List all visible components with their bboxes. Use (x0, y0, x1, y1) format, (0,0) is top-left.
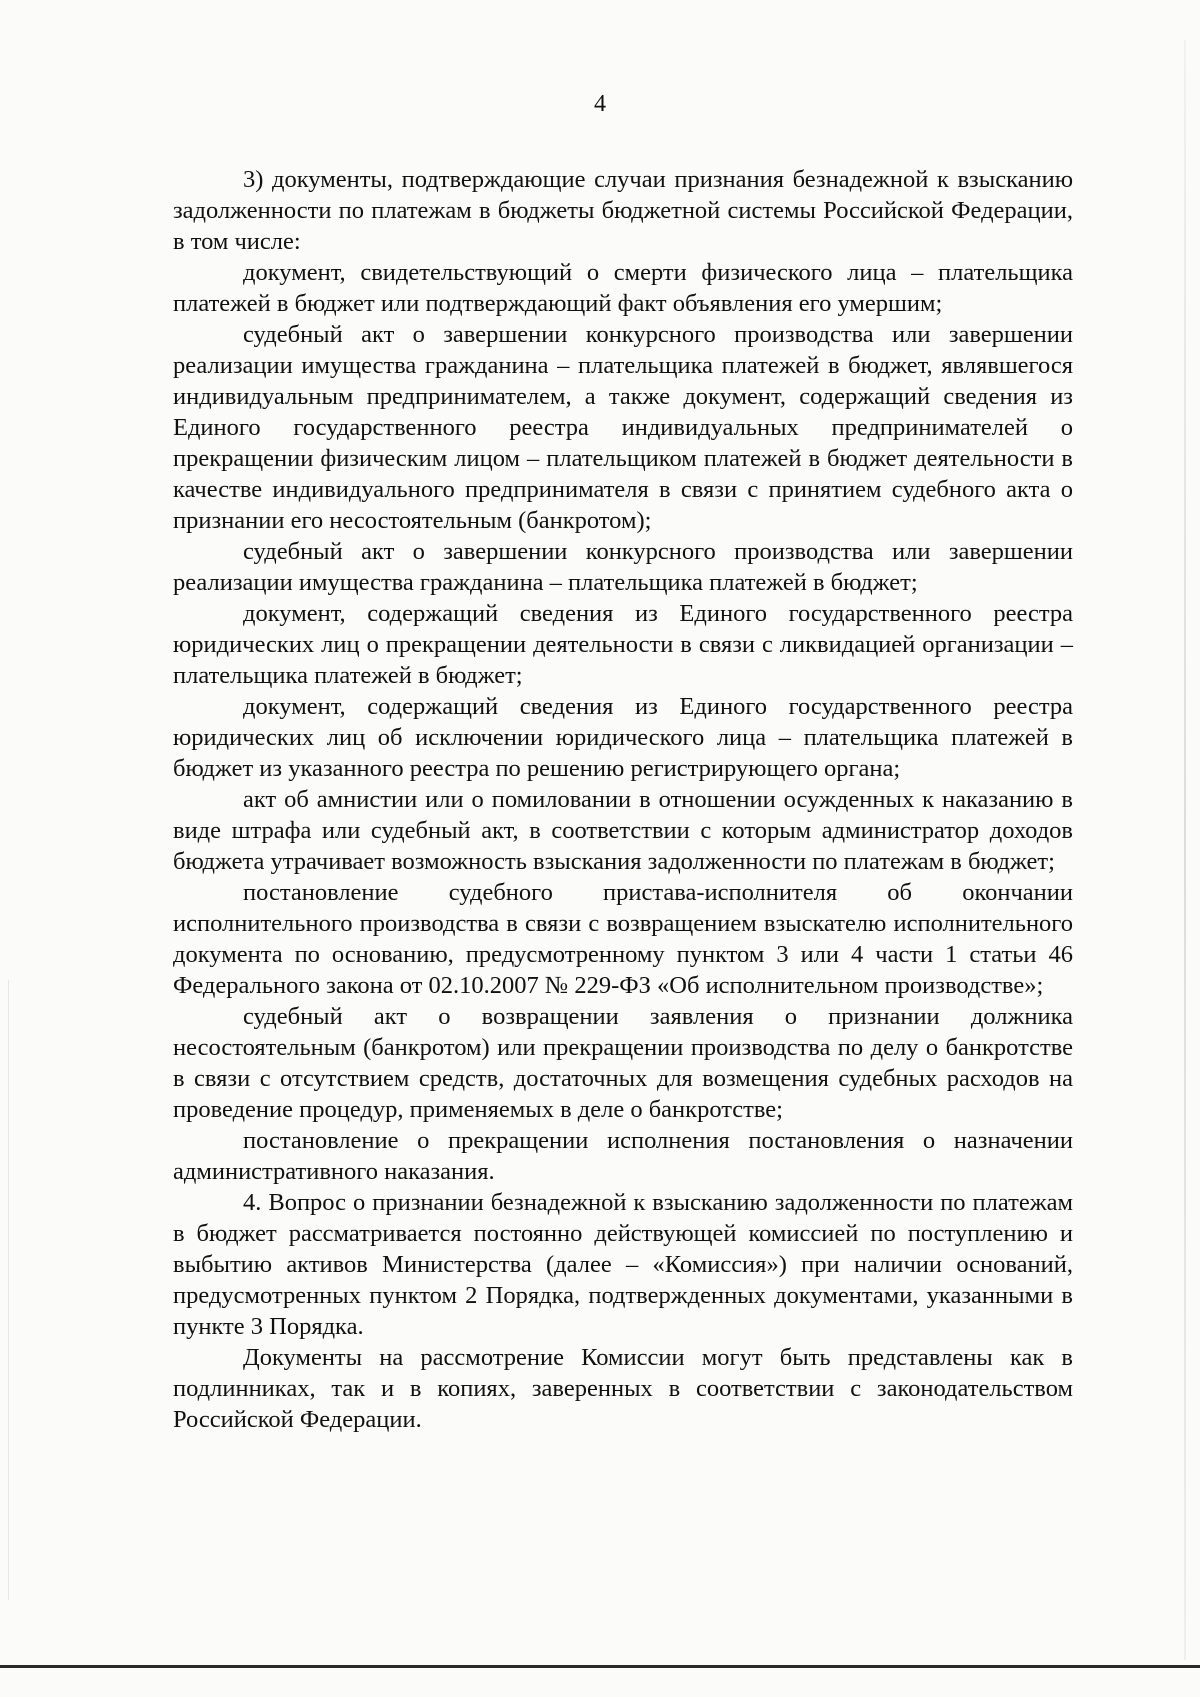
document-body (173, 164, 1073, 1435)
paragraph: 3) документы, подтверждающие случаи признания безнадежной к взысканию задолженности по платежам в бюджеты бюджетной системы Российской Федерации, в том числе: (173, 166, 1073, 255)
paragraph: 4. Вопрос о признании безнадежной к взысканию задолженности по платежам в бюджет рассматривается постоянно действующей комиссией по поступлению и выбытию активов Министерства (далее – «Комиссия») при наличии оснований, предусмотренных пунктом 2 Порядка, подтвержденных документами, указанными в пункте 3 Порядка. (173, 1189, 1073, 1340)
paragraph: документ, содержащий сведения из Единого государственного реестра юридических лиц об исключении юридического лица – плательщика платежей в бюджет из указанного реестра по решению регистрирующего органа; (173, 693, 1073, 782)
scan-edge-shadow-left (8, 980, 9, 1600)
paragraph: постановление судебного пристава-исполнителя об окончании исполнительного производства в связи с возвращением взыскателю исполнительного документа по основанию, предусмотренному пунктом 3 или 4 части 1 статьи 46 Федерального закона от 02.10.2007 № 229-ФЗ «Об исполнительном производстве»; (173, 879, 1073, 999)
paragraph: документ, содержащий сведения из Единого государственного реестра юридических лиц о прекращении деятельности в связи с ликвидацией организации – плательщика платежей в бюджет; (173, 600, 1073, 689)
page-number: 4 (594, 91, 606, 117)
paragraph: документ, свидетельствующий о смерти физического лица – плательщика платежей в бюджет или подтверждающий факт объявления его умершим; (173, 259, 1073, 317)
paragraph: судебный акт о возвращении заявления о признании должника несостоятельным (банкротом) или прекращении производства по делу о банкротстве в связи с отсутствием средств, достаточных для возмещения судебных расходов на проведение процедур, применяемых в деле о банкротстве; (173, 1003, 1073, 1123)
bottom-border-line (0, 1665, 1200, 1668)
paragraph: судебный акт о завершении конкурсного производства или завершении реализации имущества гражданина – плательщика платежей в бюджет, являвшегося индивидуальным предпринимателем, а также документ, содержащий сведения из Единого государственного реестра индивидуальных предпринимателей о прекращении физическим лицом – плательщиком платежей в бюджет деятельности в качестве индивидуального предпринимателя в связи с принятием судебного акта о признании его несостоятельным (банкротом); (173, 321, 1073, 534)
paragraph: акт об амнистии или о помиловании в отношении осужденных к наказанию в виде штрафа или судебный акт, в соответствии с которым администратор доходов бюджета утрачивает возможность взыскания задолженности по платежам в бюджет; (173, 786, 1073, 875)
scan-edge-shadow (1184, 40, 1186, 1660)
paragraph: судебный акт о завершении конкурсного производства или завершении реализации имущества гражданина – плательщика платежей в бюджет; (173, 538, 1073, 596)
paragraph: постановление о прекращении исполнения постановления о назначении административного наказания. (173, 1127, 1073, 1185)
paragraph: Документы на рассмотрение Комиссии могут быть представлены как в подлинниках, так и в копиях, заверенных в соответствии с законодательством Российской Федерации. (173, 1344, 1073, 1433)
